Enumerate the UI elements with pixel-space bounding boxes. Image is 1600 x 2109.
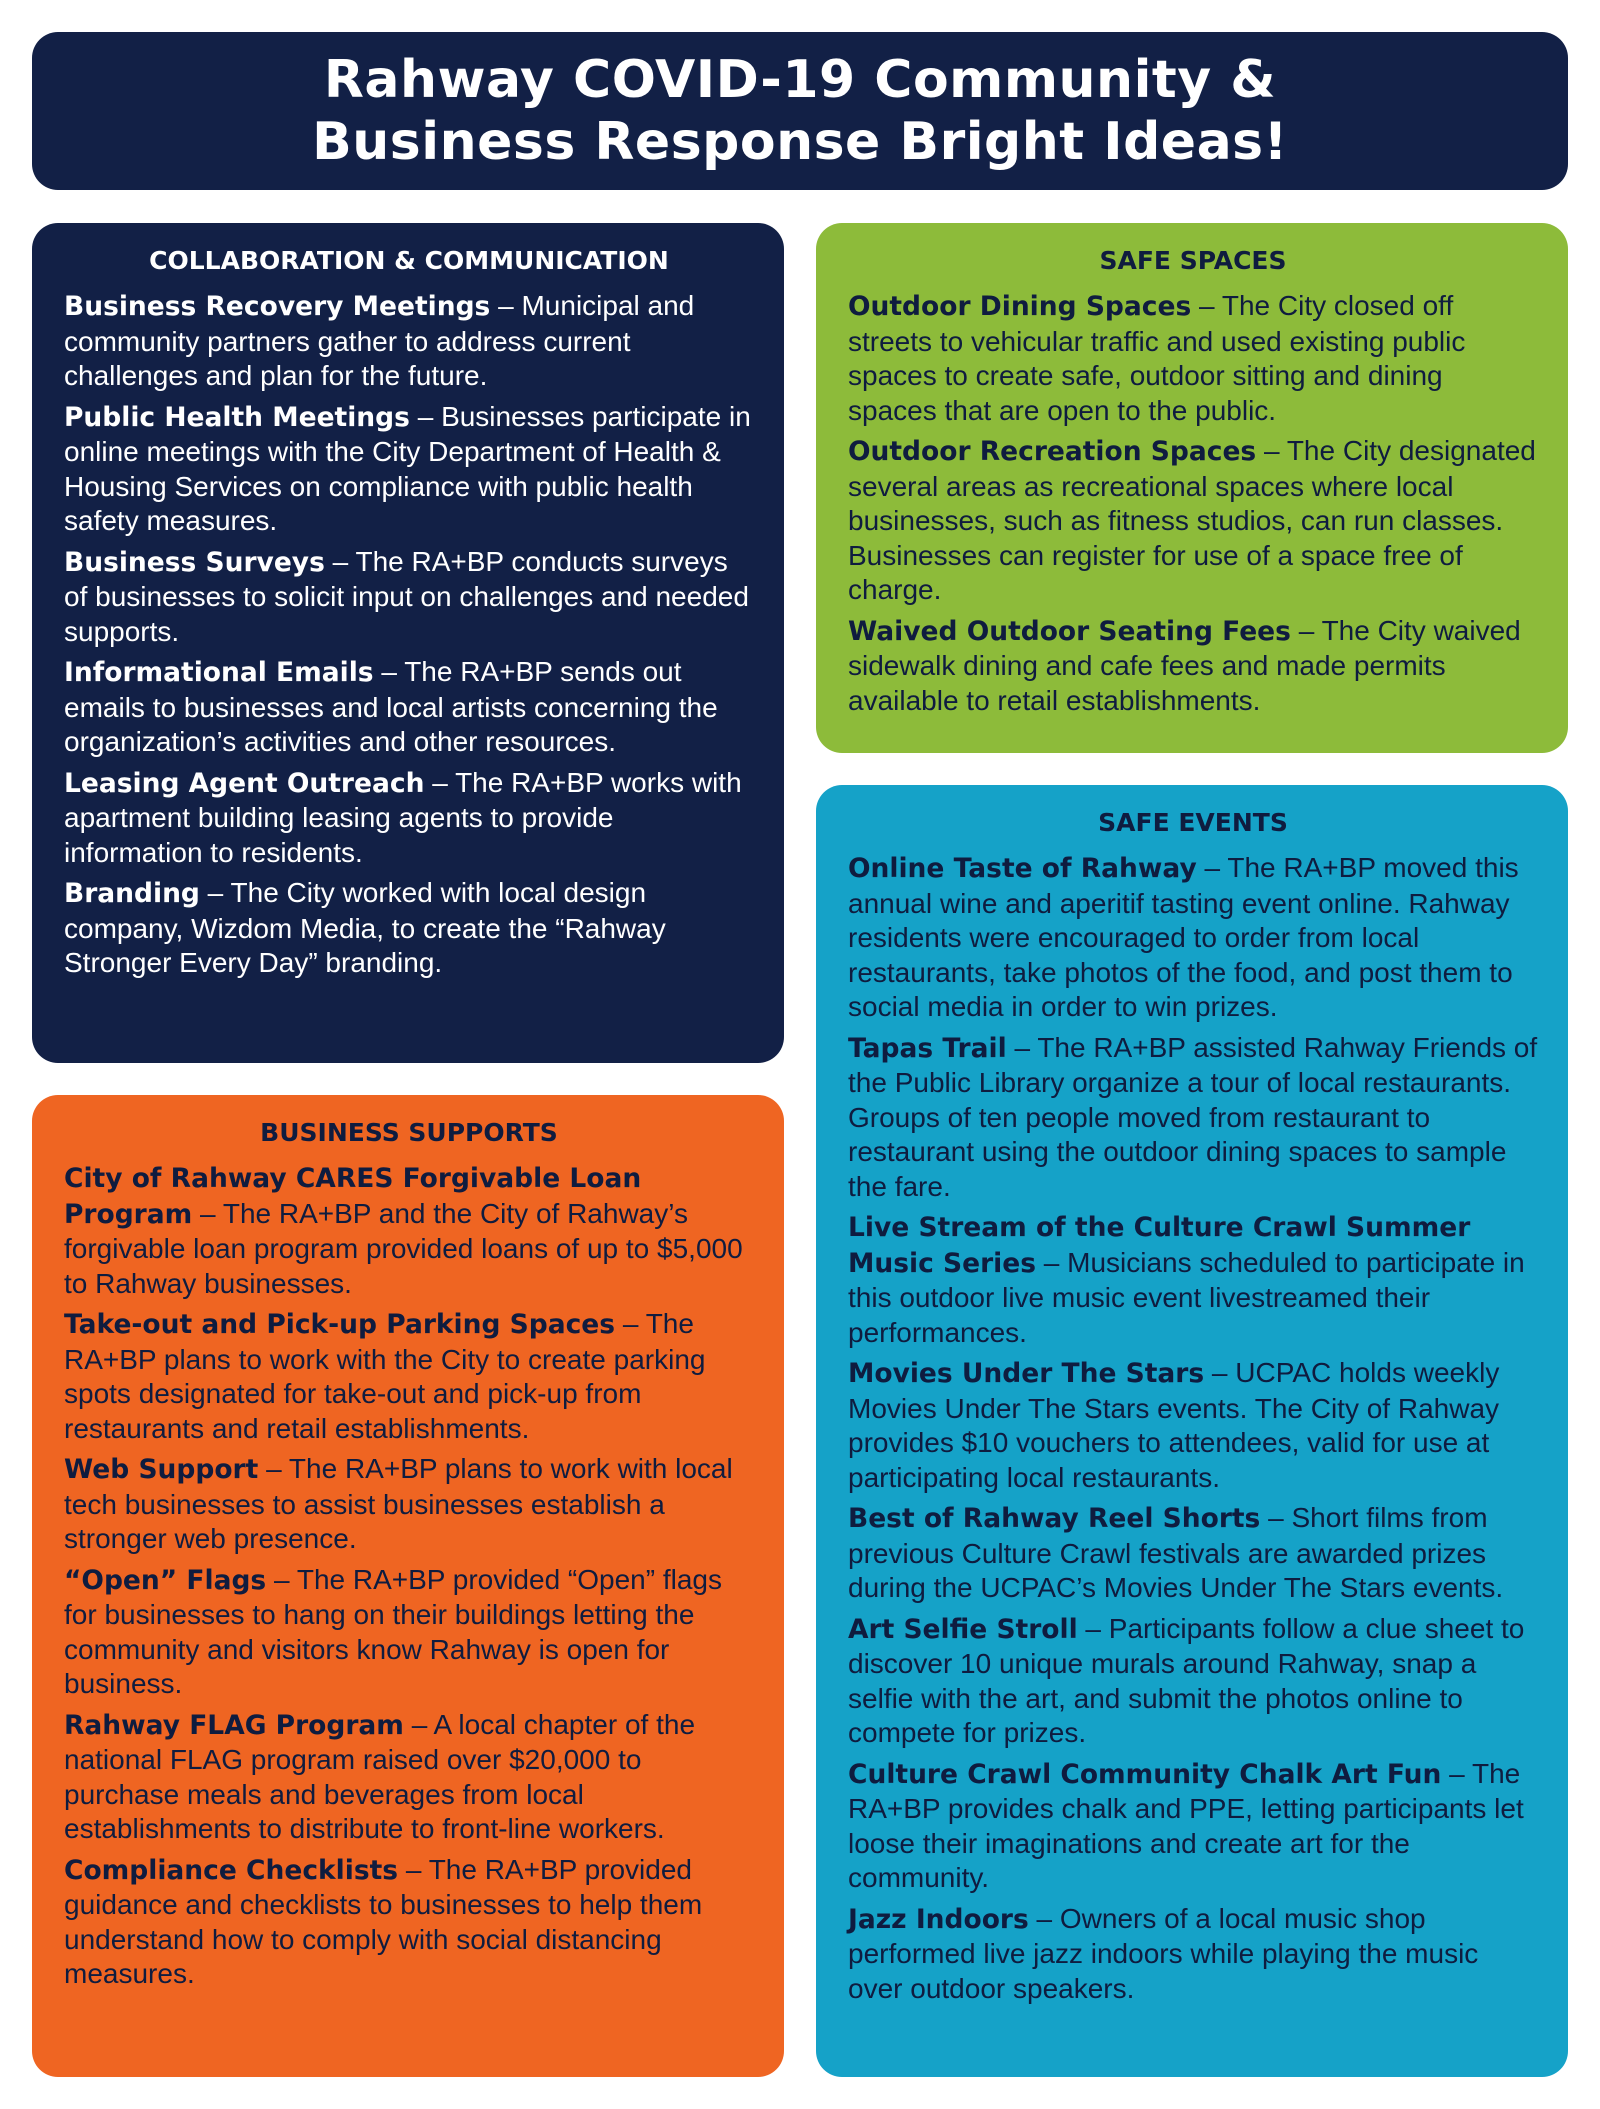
separator-dash: – [1256,435,1287,466]
item-title: Waived Outdoor Seating Fees [848,615,1291,647]
list-item [64,1307,754,1446]
item-text: Short films from previous Culture Crawl festivals are awarded prizes during the UCPAC’s Movies Under The Stars events. [848,1502,1504,1603]
list-item [64,545,754,650]
item-title: Rahway FLAG Program [64,1709,404,1741]
item-text: The RA+BP works with apartment building leasing agents to provide information to residents. [64,766,742,868]
list-item [848,614,1538,719]
list-item [848,1356,1538,1495]
item-title: Web Support [64,1454,259,1485]
separator-dash: – [1260,1502,1292,1533]
page-title [312,49,1288,173]
separator-dash: – [1441,1757,1472,1789]
item-title: Best of Rahway Reel Shorts [848,1503,1261,1534]
item-text: The RA+BP conducts surveys of businesses to solicit input on challenges and needed supports. [64,545,749,647]
safe-events-list [848,851,1538,2006]
list-item [64,1853,754,1992]
list-item [64,1452,754,1557]
page-title-line-2: Business Response Bright Ideas! [312,112,1288,172]
separator-dash: – [403,1708,434,1740]
separator-dash: – [490,290,522,321]
item-title: Jazz Indoors [848,1903,1029,1935]
page-title-line-1: Rahway COVID-19 Community & [323,50,1277,110]
separator-dash: – [192,1197,223,1229]
list-item [64,1161,754,1301]
item-text: A local chapter of the national FLAG program raised over $20,000 to purchase meals and beverages from local establishments to distribute to front-line workers. [64,1708,696,1844]
list-item [848,1031,1538,1205]
business-supports-section [32,1095,784,2077]
item-title: Take-out and Pick-up Parking Spaces [64,1309,616,1340]
item-text: The City waived sidewalk dining and cafe fees and made permits available to retail establishments. [848,614,1521,716]
safe-events-heading: SAFE EVENTS [1098,808,1288,837]
separator-dash: – [398,1853,429,1885]
item-text: The RA+BP provided guidance and checklists to businesses to help them understand how to comply with social distancing measures. [64,1853,703,1989]
separator-dash: – [1196,852,1228,883]
item-text: Owners of a local music shop performed live jazz indoors while playing the music over outdoor speakers. [848,1902,1479,2004]
item-text: The RA+BP assisted Rahway Friends of the Public Library organize a tour of local restaurants. Groups of ten people moved from restaurant to restaurant using the outdoor dining spaces to sample the fare. [848,1031,1538,1202]
list-item [64,400,754,539]
list-item [848,1902,1538,2007]
separator-dash: – [1204,1357,1236,1388]
separator-dash: – [1006,1031,1038,1063]
item-title: Leasing Agent Outreach [64,767,425,799]
list-item [848,1612,1538,1751]
list-item [64,1563,754,1702]
item-text: UCPAC holds weekly Movies Under The Stars events. The City of Rahway provides $10 vouchers to attendees, valid for use at participating local restaurants. [848,1357,1500,1493]
separator-dash: – [1290,614,1322,646]
separator-dash: – [1028,1902,1060,1934]
item-text: The RA+BP provides chalk and PPE, letting participants let loose their imaginations and create art for the community. [848,1757,1524,1893]
separator-dash: – [199,877,231,908]
item-title: Tapas Trail [848,1032,1007,1064]
safe-spaces-section [816,223,1568,753]
list-item [64,1708,754,1847]
page-header [32,32,1568,190]
separator-dash: – [324,545,356,577]
separator-dash: – [409,400,442,432]
item-title: City of Rahway CARES Forgivable Loan Program [64,1163,642,1230]
separator-dash: – [258,1453,289,1484]
item-text: The City worked with local design company, Wizdom Media, to create the “Rahway Stronger Every Day” branding. [64,877,666,978]
collaboration-heading: COLLABORATION & COMMUNICATION [149,246,669,275]
item-text: The RA+BP moved this annual wine and aperitif tasting event online. Rahway residents were encouraged to order from local restaurants, take photos of the food, and post them to social media in order to win prizes. [848,852,1519,1022]
collaboration-list [64,289,754,981]
list-item [64,655,754,760]
item-text: The RA+BP provided “Open” flags for businesses to hang on their buildings letting the community and visitors know Rahway is open for business. [64,1563,722,1699]
item-title: Business Recovery Meetings [64,291,491,322]
list-item [64,876,754,981]
item-title: Informational Emails [64,657,374,688]
item-text: Businesses participate in online meetings with the City Department of Health & Housing Services on compliance with public health safety measures. [64,400,751,536]
list-item [848,289,1538,428]
business-supports-heading: BUSINESS SUPPORTS [260,1118,558,1147]
item-title: Public Health Meetings [64,401,410,433]
safe-spaces-heading: SAFE SPACES [1099,246,1287,275]
item-title: Culture Crawl Community Chalk Art Fun [848,1758,1442,1790]
item-text: The RA+BP sends out emails to businesses and local artists concerning the organization’s activities and other resources. [64,656,718,757]
list-item [848,1757,1538,1896]
separator-dash: – [424,766,456,798]
item-title: Art Selfie Stroll [848,1613,1078,1645]
item-text: The RA+BP and the City of Rahway’s forgivable loan program provided loans of up to $5,000 to Rahway businesses. [64,1197,743,1299]
item-title: Outdoor Dining Spaces [848,291,1192,322]
item-title: Business Surveys [64,546,325,578]
list-item [64,289,754,394]
separator-dash: – [266,1563,297,1595]
item-title: Movies Under The Stars [848,1358,1205,1389]
list-item [848,851,1538,1025]
list-item [848,1501,1538,1606]
safe-events-section [816,785,1568,2077]
separator-dash: – [1077,1612,1109,1644]
item-text: Municipal and community partners gather to address current challenges and plan for the future. [64,290,695,391]
item-text: The RA+BP plans to work with local tech businesses to assist businesses establish a stronger web presence. [64,1453,733,1554]
safe-spaces-list [848,289,1538,718]
item-title: Branding [64,878,200,909]
separator-dash: – [1191,290,1222,321]
list-item [848,1210,1538,1350]
item-title: Online Taste of Rahway [848,853,1197,884]
separator-dash: – [373,656,405,687]
separator-dash: – [1035,1246,1068,1278]
item-text: The RA+BP plans to work with the City to create parking spots designated for take-out and pick-up from restaurants and retail establishments. [64,1308,706,1444]
item-title: Compliance Checklists [64,1854,399,1886]
item-title: Outdoor Recreation Spaces [848,436,1257,467]
item-title: Live Stream of the Culture Crawl Summer Music Series [848,1212,1471,1279]
item-text: Musicians scheduled to participate in this outdoor live music event livestreamed their performances. [848,1246,1525,1348]
item-text: Participants follow a clue sheet to discover 10 unique murals around Rahway, snap a selfie with the art, and submit the photos online to compete for prizes. [848,1612,1525,1748]
item-text: The City closed off streets to vehicular traffic and used existing public spaces to create safe, outdoor sitting and dining spaces that are open to the public. [848,290,1466,426]
separator-dash: – [615,1308,646,1339]
business-supports-list [64,1161,754,1992]
collaboration-section [32,223,784,1063]
item-title: “Open” Flags [64,1564,267,1596]
list-item [848,434,1538,608]
item-text: The City designated several areas as recreational spaces where local businesses, such as fitness studios, can run classes. Businesses can register for use of a space free of charge. [848,435,1536,605]
list-item [64,766,754,871]
